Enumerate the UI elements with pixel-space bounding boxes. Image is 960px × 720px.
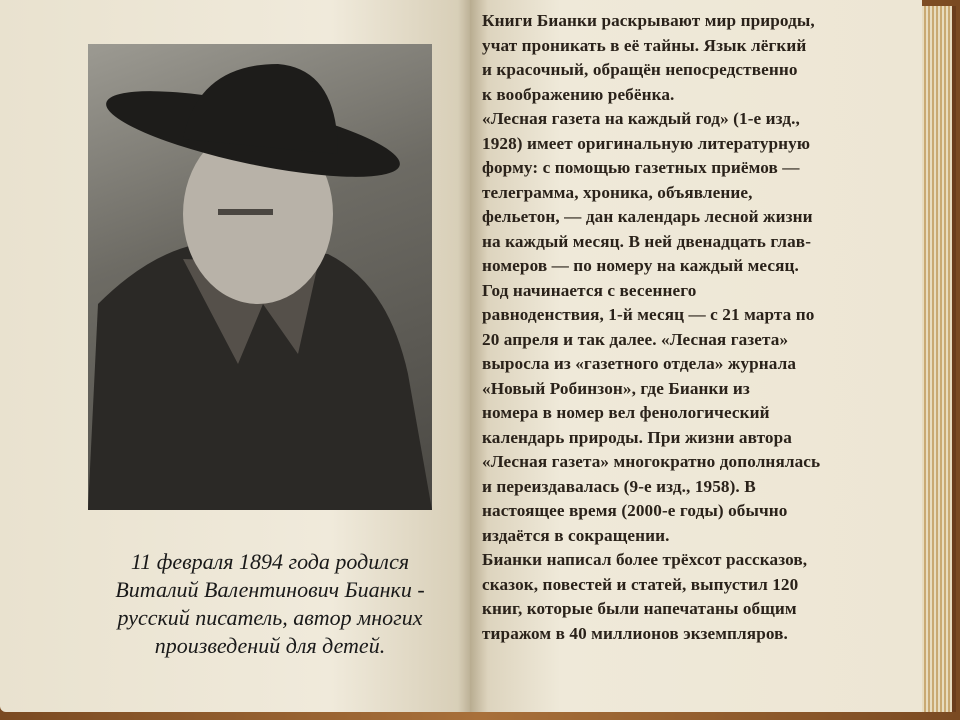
portrait-caption	[60, 548, 480, 660]
page-stack-edge	[922, 6, 956, 712]
author-portrait-photo	[88, 44, 432, 510]
text-line: телеграмма, хроника, объявление,	[482, 182, 753, 202]
text-line: «Новый Робинзон», где Бианки из	[482, 378, 750, 398]
portrait-silhouette	[88, 44, 432, 510]
text-line: и переиздавалась (9-е изд., 1958). В	[482, 476, 756, 496]
text-line: сказок, повестей и статей, выпустил 120	[482, 574, 799, 594]
text-line: выросла из «газетного отдела» журнала	[482, 354, 797, 373]
text-line: номера в номер вел фенологический	[482, 403, 770, 422]
text-line: Книги Бианки раскрывают мир природы,	[482, 11, 815, 30]
caption-line: Виталий Валентинович Бианки -	[115, 577, 425, 602]
text-line: номеров — по номеру на каждый месяц.	[482, 256, 799, 275]
text-line: к воображению ребёнка.	[482, 84, 675, 104]
text-line: учат проникать в её тайны. Язык лёгкий	[482, 35, 807, 55]
biography-text	[482, 9, 902, 646]
text-line: Бианки написал более трёхсот рассказов,	[482, 550, 808, 569]
text-line: издаётся в сокращении.	[482, 525, 670, 545]
text-line: форму: с помощью газетных приёмов —	[482, 158, 800, 177]
text-line: 20 апреля и так далее. «Лесная газета»	[482, 329, 789, 349]
text-line: книг, которые были напечатаны общим	[482, 599, 797, 618]
caption-line: 11 февраля 1894 года родился	[130, 549, 410, 574]
text-line: тиражом в 40 миллионов экземпляров.	[482, 623, 788, 643]
text-line: «Лесная газета» многократно дополнялась	[482, 452, 821, 471]
text-line: фельетон, — дан календарь лесной жизни	[482, 207, 813, 226]
text-line: 1928) имеет оригинальную литературную	[482, 133, 811, 153]
text-line: Год начинается с весеннего	[482, 280, 697, 300]
text-line: настоящее время (2000-е годы) обычно	[482, 501, 788, 520]
text-line: на каждый месяц. В ней двенадцать глав-	[482, 231, 812, 251]
text-line: равноденствия, 1-й месяц — с 21 марта по	[482, 305, 815, 324]
caption-line: произведений для детей.	[154, 633, 386, 658]
text-line: и красочный, обращён непосредственно	[482, 60, 798, 79]
text-line: календарь природы. При жизни автора	[482, 427, 792, 447]
text-line: «Лесная газета на каждый год» (1-е изд.,	[482, 109, 800, 128]
caption-line: русский писатель, автор многих	[117, 605, 423, 630]
